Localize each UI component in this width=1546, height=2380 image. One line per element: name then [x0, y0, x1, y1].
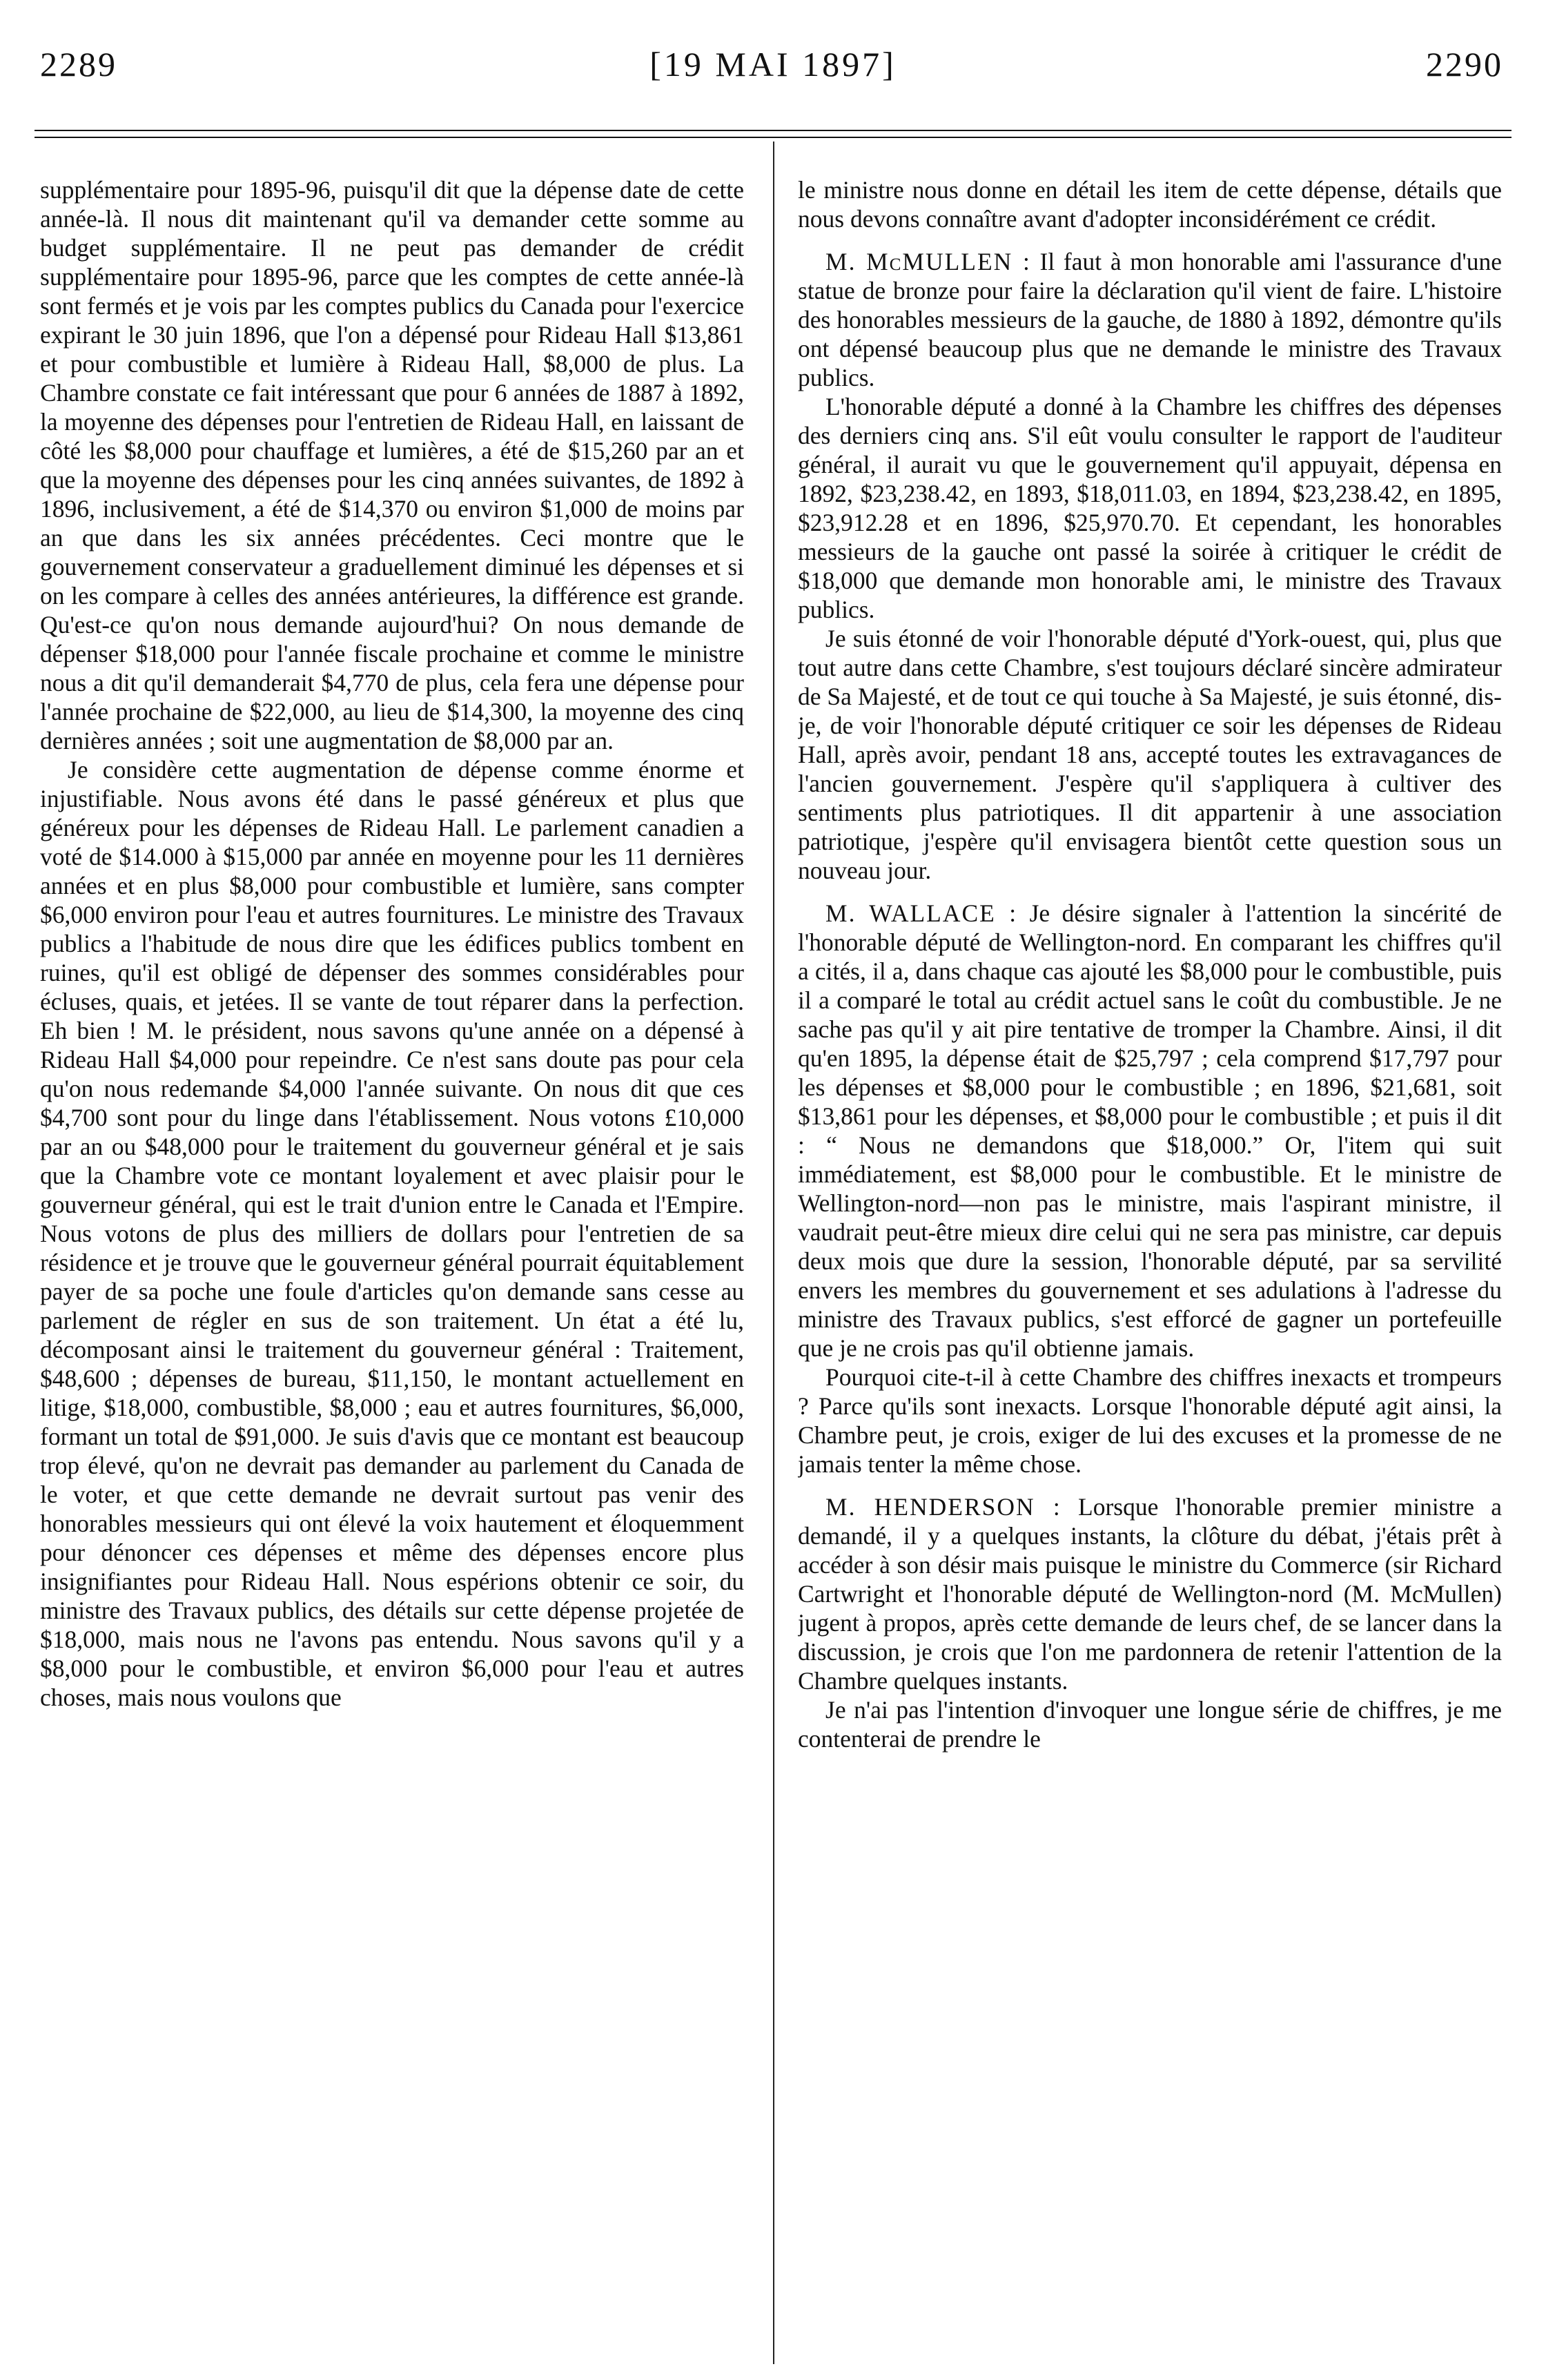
right-paragraph-1: le ministre nous donne en détail les item de cette dépense, détails que nous devons connaître avant d'adopter inconsidérément ce crédit. — [798, 176, 1502, 233]
left-paragraph-2: Je considère cette augmentation de dépense comme énorme et injustifiable. Nous avons été dans le passé généreux et plus que généreux pour les dépenses de Rideau Hall. Le parlement canadien a voté de $14.000 à $15,000 par année en moyenne pour les 11 dernières années et en plus $8,000 pour combustible et lumière, sans compter $6,000 environ pour l'eau et autres fournitures. Le ministre des Travaux publics a l'habitude de nous dire que les édifices publics tombent en ruines, qu'il est obligé de dépenser des sommes considérables pour écluses, quais, et jetées. Il se vante de tout réparer dans la perfection. Eh bien ! M. le président, nous savons qu'une année on a dépensé à Rideau Hall $4,000 pour repeindre. Ce n'est sans doute pas pour cela qu'on nous redemande $4,000 l'année suivante. On nous dit que ces $4,700 sont pour du linge dans l'établissement. Nous votons £10,000 par an ou $48,000 pour le traitement du gouverneur général et je sais que la Chambre vote ce montant loyalement et avec plaisir pour le gouverneur général, qui est le trait d'union entre le Canada et l'Empire. Nous votons de plus des milliers de dollars pour l'entretien de sa résidence et je trouve que le gouverneur général pourrait équitablement payer de sa poche une foule d'articles qu'on demande sans cesse au parlement de régler en sus de son traitement. Un état a été lu, décomposant ainsi le traitement du gouverneur général : Traitement, $48,600 ; dépenses de bureau, $11,150, le montant actuellement en litige, $18,000, combustible, $8,000 ; eau et autres fournitures, $6,000, formant un total de $91,000. Je suis d'avis que ce montant est beaucoup trop élevé, qu'on ne devrait pas demander au parlement du Canada de le voter, et que cette demande ne devrait surtout pas venir des honorables messieurs qui ont élevé la voix hautement et éloquemment pour dénoncer ces dépenses et même des dépenses encore plus insignifiantes pour Rideau Hall. Nous espérions obtenir ce soir, du ministre des Travaux publics, des détails sur cette dépense projetée de $18,000, mais nous ne l'avons pas entendu. Nous savons qu'il y a $8,000 pour le combustible, et environ $6,000 pour l'eau et autres choses, mais nous voulons que — [40, 756, 744, 1711]
right-column — [798, 175, 1502, 2370]
left-column — [40, 175, 744, 2370]
page-date: [19 MAI 1897] — [649, 45, 897, 84]
speech-mcmullen — [798, 247, 1502, 392]
right-paragraph-5: Je n'ai pas l'intention d'invoquer une longue série de chiffres, je me contenterai de prendre le — [798, 1696, 1502, 1753]
header-rule-top — [35, 130, 1511, 131]
column-divider — [773, 142, 774, 2364]
speech-text: Lorsque l'honorable premier ministre a demandé, il y a quelques instants, la clôture du débat, j'étais prêt à accéder à son désir mais puisque le ministre du Commerce (sir Richard Cartwright et l'honorable député de Wellington-nord (M. McMullen) jugent à propos, après cette demande de leurs chef, de se lancer dans la discussion, je crois que l'on me pardonnera de retenir l'attention de la Chambre quelques instants. — [798, 1493, 1502, 1695]
right-paragraph-4: Pourquoi cite-t-il à cette Chambre des chiffres inexacts et trompeurs ? Parce qu'ils sont inexacts. Lorsque l'honorable député agit ainsi, la Chambre peut, je crois, exiger de lui des excuses et la promesse de ne jamais tenter la même chose. — [798, 1363, 1502, 1478]
header-rule-bottom — [35, 137, 1511, 138]
speech-henderson — [798, 1492, 1502, 1695]
right-paragraph-3: Je suis étonné de voir l'honorable député d'York-ouest, qui, plus que tout autre dans cette Chambre, s'est toujours déclaré sincère admirateur de Sa Majesté, et de tout ce qui touche à Sa Majesté, je suis étonné, dis-je, de voir l'honorable député critiquer ce soir les dépenses de Rideau Hall, après avoir, pendant 18 ans, accepté toutes les extravagances de l'ancien gouvernement. J'espère qu'il s'appliquera à cultiver des sentiments plus patriotiques. Il dit appartenir à une association patriotique, j'espère qu'il envisagera bientôt cette question sous un nouveau jour. — [798, 625, 1502, 884]
page-number-right: 2290 — [1426, 45, 1503, 84]
speech-text: Il faut à mon honorable ami l'assurance d'une statue de bronze pour faire la déclaration qu'il vient de faire. L'histoire des honorables messieurs de la gauche, de 1880 à 1892, démontre qu'ils ont dépensé beaucoup plus que ne demande le ministre des Travaux publics. — [798, 248, 1502, 391]
speech-text: Je désire signaler à l'attention la sincérité de l'honorable député de Wellington-nord. En comparant les chiffres qu'il a cités, il a, dans chaque cas ajouté les $8,000 pour le combustible, puis il a comparé le total au crédit actuel sans le coût du combustible. Je ne sache pas qu'il y ait pire tentative de tromper la Chambre. Ainsi, il dit qu'en 1895, la dépense était de $25,797 ; cela comprend $17,797 pour les dépenses et $8,000 pour le combustible ; en 1896, $21,681, soit $13,861 pour les dépenses, et $8,000 pour le combustible ; et puis il dit : “ Nous ne demandons que $18,000.” Or, l'item qui suit immédiatement, est $8,000 pour le combustible. Et le ministre de Wellington-nord—non pas le ministre, mais l'aspirant ministre, il vaudrait peut-être mieux dire celui qui ne sera pas ministre, car depuis deux mois que dure la session, l'honorable député, par sa servilité envers les membres du gouvernement et ses adulations à l'adresse du ministre des Travaux publics, s'est efforcé de gagner un portefeuille que je ne crois pas qu'il obtienne jamais. — [798, 899, 1502, 1362]
page-header — [35, 26, 1511, 88]
speaker-name: M. McMULLEN : — [825, 248, 1031, 275]
speaker-name: M. HENDERSON : — [825, 1493, 1061, 1521]
speaker-name: M. WALLACE : — [825, 899, 1018, 927]
speech-wallace — [798, 899, 1502, 1363]
right-paragraph-2: L'honorable député a donné à la Chambre les chiffres des dépenses des derniers cinq ans. S'il eût voulu consulter le rapport de l'auditeur général, il aurait vu que le gouvernement qu'il appuyait, dépensa en 1892, $23,238.42, en 1893, $18,011.03, en 1894, $23,238.42, en 1895, $23,912.28 et en 1896, $25,970.70. Et cependant, les honorables messieurs de la gauche ont passé la soirée à critiquer le crédit de $18,000 que demande mon honorable ami, le ministre des Travaux publics. — [798, 393, 1502, 623]
page-number-left: 2289 — [40, 45, 117, 84]
left-paragraph-1: supplémentaire pour 1895-96, puisqu'il dit que la dépense date de cette année-là. Il nous dit maintenant qu'il va demander cette somme au budget supplémentaire. Il ne peut pas demander de crédit supplémentaire pour 1895-96, parce que les comptes de cette année-là sont fermés et je vois par les comptes publics du Canada pour l'exercice expirant le 30 juin 1896, que l'on a dépensé pour Rideau Hall $13,861 et pour combustible et lumière à Rideau Hall, $8,000 de plus. La Chambre constate ce fait intéressant que pour 6 années de 1887 à 1892, la moyenne des dépenses pour l'entretien de Rideau Hall, en laissant de côté les $8,000 pour chauffage et lumières, a été de $15,260 par an et que la moyenne des dépenses pour les cinq années suivantes, de 1892 à 1896, inclusivement, a été de $14,370 ou environ $1,000 de moins par an que dans les six années précédentes. Ceci montre que le gouvernement conservateur a graduellement diminué les dépenses et si on les compare à celles des années antérieures, la différence est grande. Qu'est-ce qu'on nous demande aujourd'hui? On nous demande de dépenser $18,000 pour l'année fiscale prochaine et comme le ministre nous a dit qu'il demanderait $4,770 de plus, cela fera une dépense pour l'année prochaine de $22,000, au lieu de $14,300, la moyenne des cinq dernières années ; soit une augmentation de $8,000 par an. — [40, 176, 744, 754]
